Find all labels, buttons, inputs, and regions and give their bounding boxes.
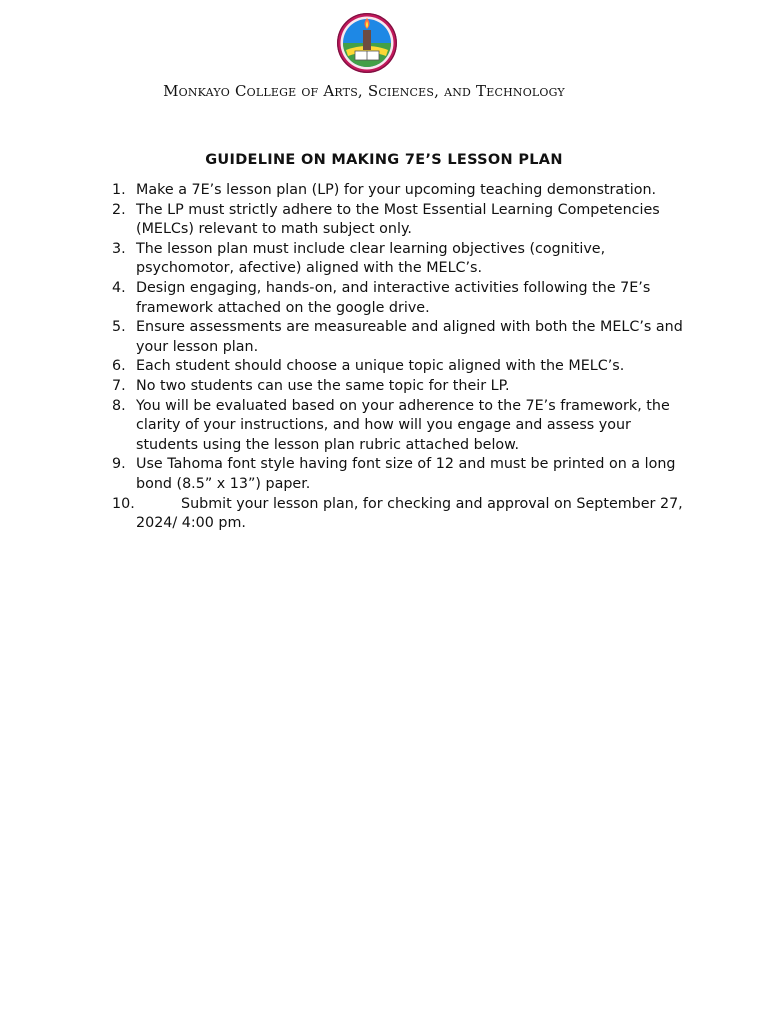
item-number: 5. (112, 319, 126, 336)
item-text: Submit your lesson plan, for checking and approval on September 27, 2024/ 4:00 pm. (136, 495, 683, 532)
guidelines-list (112, 181, 692, 534)
list-item (112, 279, 692, 318)
list-item (112, 318, 692, 357)
item-number: 7. (112, 377, 126, 394)
item-text: The LP must strictly adhere to the Most Essential Learning Competencies (MELCs) relevant to math subject only. (136, 201, 660, 238)
list-item (112, 201, 692, 240)
item-text: You will be evaluated based on your adherence to the 7E’s framework, the clarity of your instructions, and how will you engage and assess your students using the lesson plan rubric attached below. (136, 397, 670, 453)
item-text: Design engaging, hands-on, and interactive activities following the 7E’s framework attached on the google drive. (136, 279, 651, 316)
item-text: Use Tahoma font style having font size of 12 and must be printed on a long bond (8.5” x 13”) paper. (136, 456, 676, 492)
item-text: Make a 7E’s lesson plan (LP) for your upcoming teaching demonstration. (136, 182, 657, 198)
document-title: GUIDELINE ON MAKING 7E’S LESSON PLAN (205, 152, 563, 168)
item-number: 9. (112, 456, 126, 473)
list-item (112, 240, 692, 279)
item-number: 8. (112, 397, 126, 414)
list-item (112, 397, 692, 456)
item-text: No two students can use the same topic for their LP. (136, 377, 510, 394)
list-item (112, 377, 692, 397)
list-item (112, 495, 692, 534)
item-text: Ensure assessments are measureable and aligned with both the MELC’s and your lesson plan. (136, 319, 683, 355)
item-number: 2. (112, 201, 126, 218)
item-number: 6. (112, 358, 126, 375)
college-seal-icon (336, 12, 398, 74)
item-number: 3. (112, 240, 126, 257)
item-text: Each student should choose a unique topic aligned with the MELC’s. (136, 358, 625, 375)
list-item (112, 357, 692, 377)
item-number: 1. (112, 182, 126, 198)
list-item (112, 455, 692, 494)
item-number: 10. (112, 495, 135, 512)
institution-name: Monkayo College of Arts, Sciences, and Technology (163, 82, 565, 100)
item-text: The lesson plan must include clear learning objectives (cognitive, psychomotor, afective) aligned with the MELC’s. (136, 240, 606, 277)
item-number: 4. (112, 279, 126, 296)
list-item (112, 181, 692, 201)
